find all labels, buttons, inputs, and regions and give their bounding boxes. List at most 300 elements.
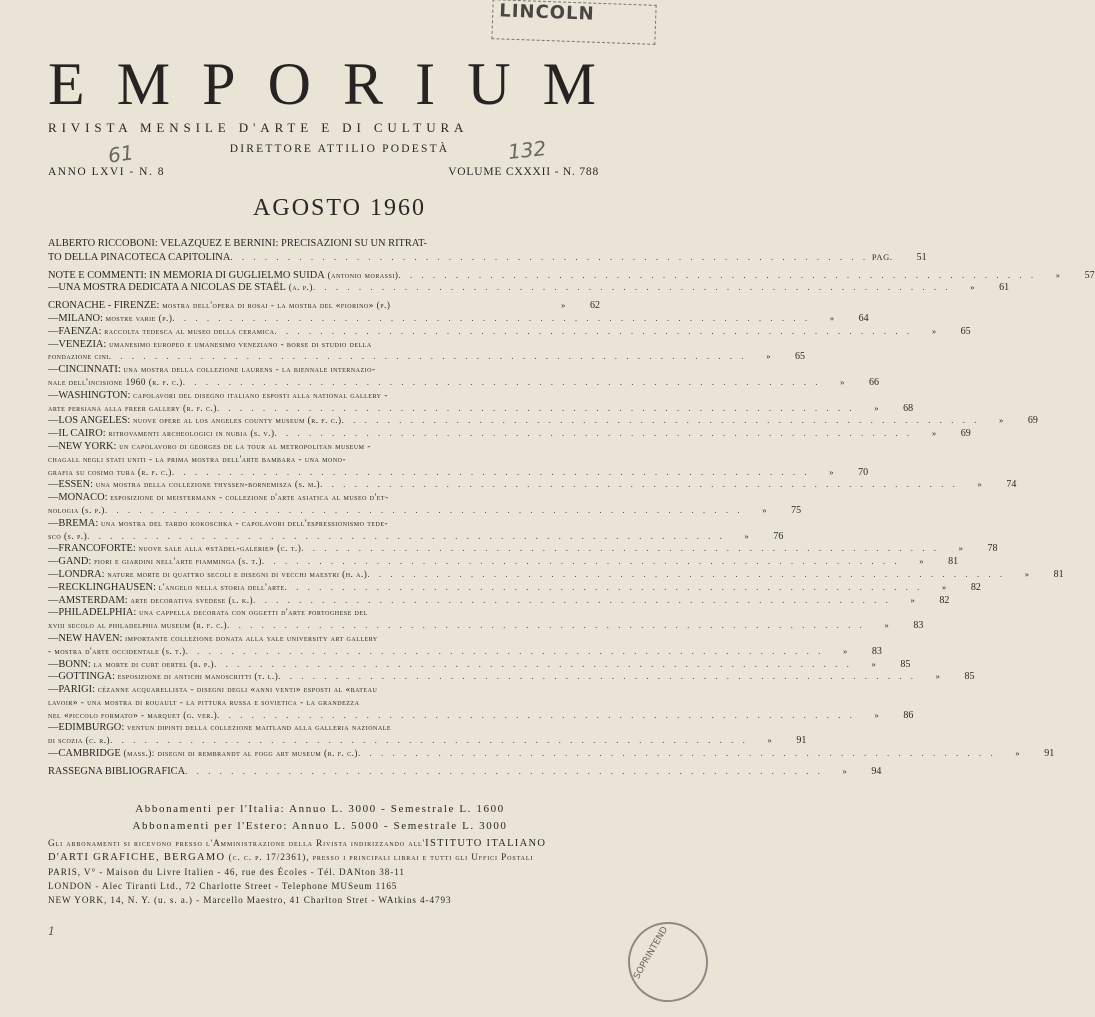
toc-line (48, 376, 879, 389)
toc-leader-dots: . . . . . . . . . . . . . . . . . . . . . . . . . . . . . . . . . . . . . . . . . . . . . . . . . . . . . . . . (217, 709, 856, 720)
director-line: DIRETTORE ATTILIO PODESTÀ (229, 143, 450, 155)
toc-page-number: 78 (987, 543, 998, 555)
subscription-note-line1 (48, 838, 608, 849)
toc-page-number: 65 (795, 351, 806, 363)
masthead-letter: O (267, 51, 311, 117)
toc-line-text (48, 376, 183, 390)
toc-entry (48, 542, 998, 555)
toc-line (48, 312, 869, 325)
toc-entry (48, 765, 882, 778)
handwritten-note-left: 61 (106, 140, 135, 168)
toc-line-text (48, 734, 110, 748)
toc-ditto: » (840, 376, 845, 387)
toc-entry (48, 478, 1017, 491)
toc-dash: — (48, 312, 59, 324)
toc-line-text (48, 542, 301, 556)
toc-line-text (48, 269, 398, 283)
toc-line (48, 453, 600, 466)
toc-line (48, 709, 914, 722)
toc-line (48, 238, 600, 251)
toc-entry (48, 312, 869, 325)
toc-heading: FAENZA: (58, 325, 102, 337)
toc-line (48, 721, 600, 734)
toc-ditto: » (762, 504, 768, 515)
toc-heading: ALBERTO RICCOBONI: VELAZQUEZ E BERNINI: PRECISAZIONI SU UN RITRAT- (48, 238, 428, 249)
masthead-subtitle: RIVISTA MENSILE D'ARTE E DI CULTURA (48, 120, 469, 135)
toc-line (48, 747, 1055, 760)
toc-line-text (48, 299, 390, 313)
toc-line (48, 670, 975, 683)
toc-line (48, 658, 911, 671)
toc-description: nologia (s. p.) (48, 504, 105, 515)
toc-page-number: 81 (948, 556, 959, 568)
toc-heading: MILANO: (58, 312, 103, 324)
toc-leader-dots: . . . . . . . . . . . . . . . . . . . . . . . . . . . . . . . . . . . . . . . . . . . . . . . . . . . . . . . . (171, 466, 811, 477)
toc-line (48, 251, 927, 264)
toc-line (48, 389, 600, 402)
toc-description: arte decorativa svedese (l. k.) (127, 594, 254, 605)
toc-line (48, 765, 882, 778)
toc-description: nel «piccolo formato» - marquet (g. ver.) (48, 709, 218, 720)
toc-line (48, 299, 600, 312)
masthead-letter: U (467, 51, 511, 117)
toc-line-text (48, 683, 377, 697)
note2-text: (c. c. p. 17/2361), presso i principali librai e tutti gli Uffici Postali (225, 852, 534, 862)
toc-line-text (48, 594, 253, 608)
toc-leader-dots: . . . . . . . . . . . . . . . . . . . . . . . . . . . . . . . . . . . . . . . . . . . . . . . . . . . . . . . . (367, 568, 1006, 579)
toc-line (48, 363, 600, 376)
toc-line-text (48, 491, 389, 505)
toc-heading: GOTTINGA: (58, 671, 115, 683)
toc-line-text (48, 478, 320, 492)
toc-dash: — (48, 517, 59, 529)
toc-description: ritrovamenti archeologici in nubia (s. v.) (105, 428, 275, 439)
toc-heading: PHILADELPHIA: (58, 607, 137, 619)
toc-ditto: » (919, 556, 925, 567)
toc-leader-dots: . . . . . . . . . . . . . . . . . . . . . . . . . . . . . . . . . . . . . . . . . . . . . . . . . . . . . . . . (185, 765, 824, 776)
toc-heading: RECKLINGHAUSEN: (58, 581, 156, 593)
toc-leader-dots: . . . . . . . . . . . . . . . . . . . . . . . . . . . . . . . . . . . . . . . . . . . . . . . . . . . . . . . . (274, 325, 913, 336)
handwritten-note-right: 132 (506, 136, 548, 164)
toc-entry (48, 299, 600, 312)
toc-entry (48, 440, 869, 478)
library-stamp-text: LINCOLN (498, 0, 595, 25)
toc-description: (a. p.) (285, 282, 313, 293)
toc-description: una cappella decorata con oggetti d'arte portoghese del (136, 607, 368, 618)
toc-description: nale dell'incisione 1960 (r. f. c.) (48, 376, 183, 387)
toc-line (48, 440, 600, 453)
toc-ditto: » (874, 402, 880, 413)
toc-description: xviii secolo al philadelphia museum (r. f. c.) (48, 620, 228, 631)
toc-entry (48, 555, 959, 568)
toc-leader-dots: . . . . . . . . . . . . . . . . . . . . . . . . . . . . . . . . . . . . . . . . . . . . . . . . . . . . . . . . (214, 658, 853, 669)
toc-entry (48, 491, 802, 517)
page-mark: 1 (48, 925, 55, 938)
toc-heading: RASSEGNA BIBLIOGRAFICA (48, 765, 186, 777)
toc-dash: — (48, 658, 59, 670)
note1-text: Gli abbonamenti si ricevono presso l'Amministrazione della Rivista indirizzando all' (48, 838, 426, 848)
toc-page-number: 85 (964, 671, 975, 683)
toc-line (48, 478, 1017, 491)
masthead-title (48, 52, 596, 116)
anno-number: ANNO LXVI - N. 8 (48, 166, 165, 178)
toc-ditto: » (767, 735, 773, 746)
toc-pag-label: PAG. (871, 251, 893, 262)
toc-line-text (48, 619, 227, 633)
table-of-contents (48, 238, 1095, 778)
toc-dash: — (48, 556, 59, 568)
toc-dash: — (48, 338, 59, 350)
toc-entry (48, 606, 924, 632)
toc-dash: — (48, 568, 59, 580)
toc-line (48, 555, 959, 568)
toc-ditto: » (871, 658, 877, 669)
toc-leader-dots: . . . . . . . . . . . . . . . . . . . . . . . . . . . . . . . . . . . . . . . . . . . . . . . . . . . . . . . . (278, 671, 917, 682)
toc-heading: WASHINGTON: (58, 389, 131, 401)
toc-line (48, 734, 807, 747)
toc-description: esposizione di meistermann - collezione d'arte asiatica al museo d'et- (107, 492, 389, 503)
toc-ditto: » (958, 543, 964, 554)
toc-line-text (48, 658, 214, 672)
toc-leader-dots: . . . . . . . . . . . . . . . . . . . . . . . . . . . . . . . . . . . . . . . . . . . . . . . . . . . . . . . . (227, 620, 866, 631)
toc-description: lavoir» - una mostra di rouault - la pittura russa e sovietica - la grandezza (48, 696, 360, 707)
toc-ditto: » (842, 645, 848, 656)
toc-page-number: 51 (916, 251, 927, 263)
toc-line-text (48, 281, 313, 295)
toc-leader-dots: . . . . . . . . . . . . . . . . . . . . . . . . . . . . . . . . . . . . . . . . . . . . . . . . . . . . . . . . (253, 594, 892, 605)
toc-heading: IL CAIRO: (58, 428, 106, 440)
toc-description: (mass.): (120, 748, 155, 759)
toc-line-text (48, 555, 262, 569)
toc-line-text (48, 402, 217, 416)
toc-dash: — (48, 594, 59, 606)
toc-description: esposizione di antichi manoscritti (t. l.) (114, 671, 279, 682)
toc-line (48, 568, 1064, 581)
toc-page-number: 81 (1053, 568, 1064, 580)
toc-line-text (48, 517, 388, 531)
toc-line-text (48, 696, 359, 710)
toc-line-text (48, 440, 371, 454)
toc-ditto: » (766, 351, 772, 362)
toc-leader-dots: . . . . . . . . . . . . . . . . . . . . . . . . . . . . . . . . . . . . . . . . . . . . . . . . . . . . . . . . (230, 251, 869, 262)
toc-leader-dots: . . . . . . . . . . . . . . . . . . . . . . . . . . . . . . . . . . . . . . . . . . . . . . . . . . . . . . . . (110, 735, 749, 746)
toc-heading: PARIGI: (58, 684, 95, 696)
toc-line-text (48, 721, 391, 735)
toc-page-number: 75 (791, 504, 802, 516)
toc-leader-dots: . . . . . . . . . . . . . . . . . . . . . . . . . . . . . . . . . . . . . . . . . . . . . . . . . . . . . . . . (108, 351, 748, 362)
toc-ditto: » (935, 671, 941, 682)
toc-page-number: 83 (871, 645, 882, 657)
toc-entry (48, 747, 1055, 760)
toc-line (48, 402, 914, 415)
toc-line (48, 632, 600, 645)
toc-heading: VENEZIA: (58, 338, 107, 350)
toc-line-text (48, 252, 230, 265)
toc-description: fiori e giardini nell'arte fiamminga (s. t.) (91, 556, 262, 567)
toc-line (48, 414, 1038, 427)
masthead-letter: M (116, 51, 171, 117)
toc-page-number: 76 (773, 530, 784, 542)
toc-dash: — (48, 543, 59, 555)
toc-leader-dots: . . . . . . . . . . . . . . . . . . . . . . . . . . . . . . . . . . . . . . . . . . . . . . . . . . . . . . . . (185, 645, 824, 656)
toc-description: arte persiana alla freer gallery (r. f. c.) (48, 402, 217, 413)
toc-line-text (48, 632, 378, 646)
toc-heading: BREMA: (58, 517, 99, 529)
toc-description: (antonio morassi) (324, 269, 399, 280)
toc-entry (48, 427, 971, 440)
masthead-letter: E (48, 51, 85, 117)
toc-page-number: 85 (900, 658, 911, 670)
toc-entry (48, 517, 784, 543)
toc-dash: — (48, 428, 59, 440)
toc-dash: — (48, 722, 59, 734)
toc-line-text (48, 645, 186, 659)
toc-heading: NEW HAVEN: (58, 632, 123, 644)
toc-line (48, 683, 600, 696)
toc-leader-dots: . . . . . . . . . . . . . . . . . . . . . . . . . . . . . . . . . . . . . . . . . . . . . . . . . . . . . . . . (312, 282, 952, 293)
toc-heading: AMSTERDAM: (58, 594, 128, 606)
toc-heading: ESSEN: (58, 479, 94, 491)
toc-entry (48, 658, 911, 671)
toc-dash: — (48, 440, 59, 452)
toc-entry (48, 269, 1095, 282)
toc-description: di scozia (c. r.) (48, 735, 111, 746)
toc-heading: CINCINNATI: (58, 364, 121, 376)
toc-line (48, 606, 600, 619)
toc-line-text (48, 312, 172, 326)
toc-line (48, 427, 971, 440)
toc-ditto: » (561, 300, 566, 311)
toc-line-text (48, 670, 278, 684)
toc-description: ventun dipinti della collezione maitland alla galleria nazionale (124, 722, 392, 733)
toc-description: nuove sale alla «städel-galerie» (c. t.) (135, 543, 302, 554)
toc-page-number: 86 (903, 709, 914, 721)
toc-heading: EDIMBURGO: (58, 722, 125, 734)
toc-description: una mostra della collezione laurens - la biennale internazio- (120, 364, 376, 375)
toc-leader-dots: . . . . . . . . . . . . . . . . . . . . . . . . . . . . . . . . . . . . . . . . . . . . . . . . . . . . . . . . (87, 530, 726, 541)
toc-line (48, 491, 600, 504)
toc-description: cézanne acquarellista - disegni degli «anni venti» esposti al «bateau (94, 684, 378, 695)
toc-heading: FRANCOFORTE: (58, 543, 136, 555)
toc-dash: — (48, 607, 59, 619)
toc-leader-dots: . . . . . . . . . . . . . . . . . . . . . . . . . . . . . . . . . . . . . . . . . . . . . . . . . . . . . . . . (104, 504, 744, 515)
toc-page-number: 69 (960, 428, 971, 440)
toc-entry (48, 594, 950, 607)
toc-line (48, 466, 869, 479)
toc-line (48, 530, 784, 543)
toc-page-number: 83 (913, 620, 924, 632)
volume-number: VOLUME CXXXII - N. 788 (448, 166, 599, 178)
toc-entry (48, 581, 981, 594)
toc-line-text (48, 709, 217, 723)
toc-line (48, 338, 600, 351)
toc-ditto: » (970, 282, 976, 293)
toc-entry (48, 281, 1010, 294)
toc-page-number: 91 (1044, 748, 1055, 760)
toc-description: importante collezione donata alla yale university art gallery (122, 632, 378, 643)
toc-line (48, 269, 1095, 282)
toc-page-number: 70 (858, 466, 869, 478)
toc-description: nuove opere al los angeles county museum (r. f. c.) (130, 415, 342, 426)
toc-line (48, 325, 971, 338)
masthead-letter: M (542, 51, 596, 117)
toc-entry (48, 238, 927, 264)
toc-heading: GAND: (58, 556, 92, 568)
toc-page-number: 69 (1027, 415, 1038, 427)
toc-description: la morte di curt oertel (r. p.) (90, 658, 215, 669)
toc-description: - mostra d'arte occidentale (s. t.) (48, 645, 186, 656)
toc-heading: NEW YORK: (58, 440, 117, 452)
toc-line-text (48, 389, 388, 403)
toc-entry (48, 632, 882, 658)
toc-heading: LOS ANGELES: (58, 415, 131, 427)
toc-page-number: 74 (1006, 479, 1017, 491)
toc-page-number: 57 (1084, 269, 1095, 281)
toc-line (48, 645, 882, 658)
toc-description: l'angelo nella storia dell'arte (155, 581, 285, 592)
toc-line-text (48, 606, 368, 620)
toc-ditto: » (977, 479, 983, 490)
toc-page-number: 91 (796, 735, 807, 747)
toc-entry (48, 338, 806, 364)
toc-entry (48, 683, 914, 721)
toc-ditto: » (942, 581, 947, 592)
toc-line (48, 581, 981, 594)
toc-line-text (48, 747, 358, 761)
toc-line (48, 281, 1010, 294)
toc-dash: — (48, 748, 59, 760)
toc-leader-dots: . . . . . . . . . . . . . . . . . . . . . . . . . . . . . . . . . . . . . . . . . . . . . . . . . . . . . . . . (341, 415, 980, 426)
toc-ditto: » (874, 709, 880, 720)
toc-dash: — (48, 492, 59, 504)
toc-dash: — (48, 671, 59, 683)
toc-heading: CRONACHE - FIRENZE: (48, 300, 160, 312)
toc-description: una mostra della collezione thyssen-bornemisza (s. m.) (93, 479, 321, 490)
toc-ditto: » (829, 466, 835, 477)
toc-leader-dots: . . . . . . . . . . . . . . . . . . . . . . . . . . . . . . . . . . . . . . . . . . . . . . . . . . . . . . . . (320, 479, 959, 490)
address-newyork: NEW YORK, 14, N. Y. (u. s. a.) - Marcello Maestro, 41 Charlton Stret - WAtkins 4-4793 (48, 895, 452, 905)
toc-leader-dots: . . . . . . . . . . . . . . . . . . . . . . . . . . . . . . . . . . . . . . . . . . . . . . . . . . . . . . . . (358, 748, 997, 759)
toc-ditto: » (931, 325, 937, 336)
toc-line-text (48, 530, 87, 544)
toc-dash: — (48, 389, 59, 401)
toc-line-text (48, 504, 105, 518)
toc-line-text (48, 414, 342, 428)
toc-entry (48, 568, 1064, 581)
masthead-letter: P (202, 51, 236, 117)
toc-leader-dots: . . . . . . . . . . . . . . . . . . . . . . . . . . . . . . . . . . . . . . . . . . . . . . . . . . . . . . . . (172, 312, 811, 323)
toc-line (48, 594, 950, 607)
toc-line (48, 542, 998, 555)
toc-ditto: » (1055, 269, 1061, 280)
toc-dash: — (48, 364, 59, 376)
subscription-italy: Abbonamenti per l'Italia: Annuo L. 3000 - Semestrale L. 1600 (135, 803, 505, 815)
toc-leader-dots: . . . . . . . . . . . . . . . . . . . . . . . . . . . . . . . . . . . . . . . . . . . . . . . . . . . . . . . . (182, 376, 821, 387)
toc-page-number: 61 (999, 282, 1010, 294)
corner-stamp-text: SOPRINTEND (632, 925, 671, 981)
toc-heading: MONACO: (58, 492, 108, 504)
toc-page-number: 64 (858, 312, 869, 324)
toc-page-number: 65 (960, 325, 971, 337)
toc-dash: — (48, 325, 59, 337)
toc-line (48, 504, 802, 517)
toc-dash: — (48, 479, 59, 491)
issue-date: AGOSTO 1960 (253, 195, 426, 221)
toc-ditto: » (910, 594, 916, 605)
address-london: LONDON - Alec Tiranti Ltd., 72 Charlotte Street - Telephone MUSeum 1165 (48, 881, 398, 891)
note1-publisher: ISTITUTO ITALIANO (425, 838, 547, 849)
toc-dash: — (48, 684, 59, 696)
toc-heading: LONDRA: (58, 568, 105, 580)
toc-line-text (48, 427, 275, 441)
toc-entry (48, 363, 879, 389)
toc-description: capolavori del disegno italiano esposti alla national gallery - (130, 389, 388, 400)
toc-dash: — (48, 415, 59, 427)
toc-ditto: » (998, 415, 1004, 426)
toc-line (48, 350, 806, 363)
toc-leader-dots: . . . . . . . . . . . . . . . . . . . . . . . . . . . . . . . . . . . . . . . . . . . . . . . . . . . . . . . . (216, 402, 856, 413)
toc-page-number: 82 (939, 594, 950, 606)
toc-leader-dots: . . . . . . . . . . . . . . . . . . . . . . . . . . . . . . . . . . . . . . . . . . . . . . . . . . . . . . . . (284, 581, 923, 592)
toc-leader-dots: . . . . . . . . . . . . . . . . . . . . . . . . . . . . . . . . . . . . . . . . . . . . . . . . . . . . . . . . (261, 556, 901, 567)
toc-leader-dots: . . . . . . . . . . . . . . . . . . . . . . . . . . . . . . . . . . . . . . . . . . . . . . . . . . . . . . . . (398, 269, 1037, 280)
toc-description: umanesimo europeo e umanesimo veneziano - borse di studio della (106, 338, 372, 349)
toc-description: una mostra del tardo kokoschka - capolavori dell'espressionismo tede- (98, 517, 389, 528)
toc-description: raccolta tedesca al museo della ceramica (101, 325, 275, 336)
toc-description: fondazione cini (48, 351, 109, 362)
toc-dash: — (48, 282, 59, 294)
toc-line-text (48, 338, 372, 352)
toc-entry (48, 414, 1038, 427)
toc-line-text (48, 568, 367, 582)
toc-description: nature morte di quattro secoli e disegni di vecchi maestri (h. a.) (104, 568, 368, 579)
subscription-abroad: Abbonamenti per l'Estero: Annuo L. 5000 - Semestrale L. 3000 (132, 820, 508, 832)
toc-line-text (48, 363, 376, 377)
toc-ditto: » (829, 312, 835, 323)
toc-ditto: » (1024, 568, 1030, 579)
toc-description: grafia su cosimo tura (r. f. c.) (48, 466, 172, 477)
toc-line (48, 696, 600, 709)
toc-line-text (48, 325, 274, 339)
toc-dash: — (48, 581, 59, 593)
toc-ditto: » (744, 530, 750, 541)
toc-leader-dots: . . . . . . . . . . . . . . . . . . . . . . . . . . . . . . . . . . . . . . . . . . . . . . . . . . . . . . . . (301, 543, 940, 554)
toc-page-number: 62 (590, 300, 600, 312)
toc-entry (48, 721, 807, 747)
toc-heading: TO DELLA PINACOTECA CAPITOLINA (48, 251, 231, 263)
toc-description: disegni di rembrandt al fogg art museum (r. f. c.) (154, 748, 358, 759)
toc-page-number: 82 (970, 581, 981, 593)
toc-page-number: 68 (903, 402, 914, 414)
toc-page-number: 66 (868, 376, 879, 388)
toc-line-text (48, 350, 109, 364)
toc-description: mostre varie (p.) (102, 312, 173, 323)
toc-heading: UNA MOSTRA DEDICATA A NICOLAS DE STAËL (58, 282, 286, 294)
toc-ditto: » (884, 620, 890, 631)
toc-leader-dots: . . . . . . . . . . . . . . . . . . . . . . . . . . . . . . . . . . . . . . . . . . . . . . . . . . . . . . . . (274, 428, 913, 439)
masthead-letter: R (343, 51, 384, 117)
masthead-letter: I (415, 51, 436, 117)
corner-stamp (613, 907, 722, 1016)
toc-entry (48, 389, 914, 415)
toc-entry (48, 670, 975, 683)
toc-description: mostra dell'opera di rosai - la mostra del «fiorino» (p.) (159, 300, 391, 311)
toc-line-text (48, 766, 185, 779)
toc-page-number: 94 (871, 765, 882, 777)
toc-ditto: » (842, 765, 848, 776)
toc-line-text (48, 581, 285, 595)
toc-line-text (48, 238, 427, 251)
